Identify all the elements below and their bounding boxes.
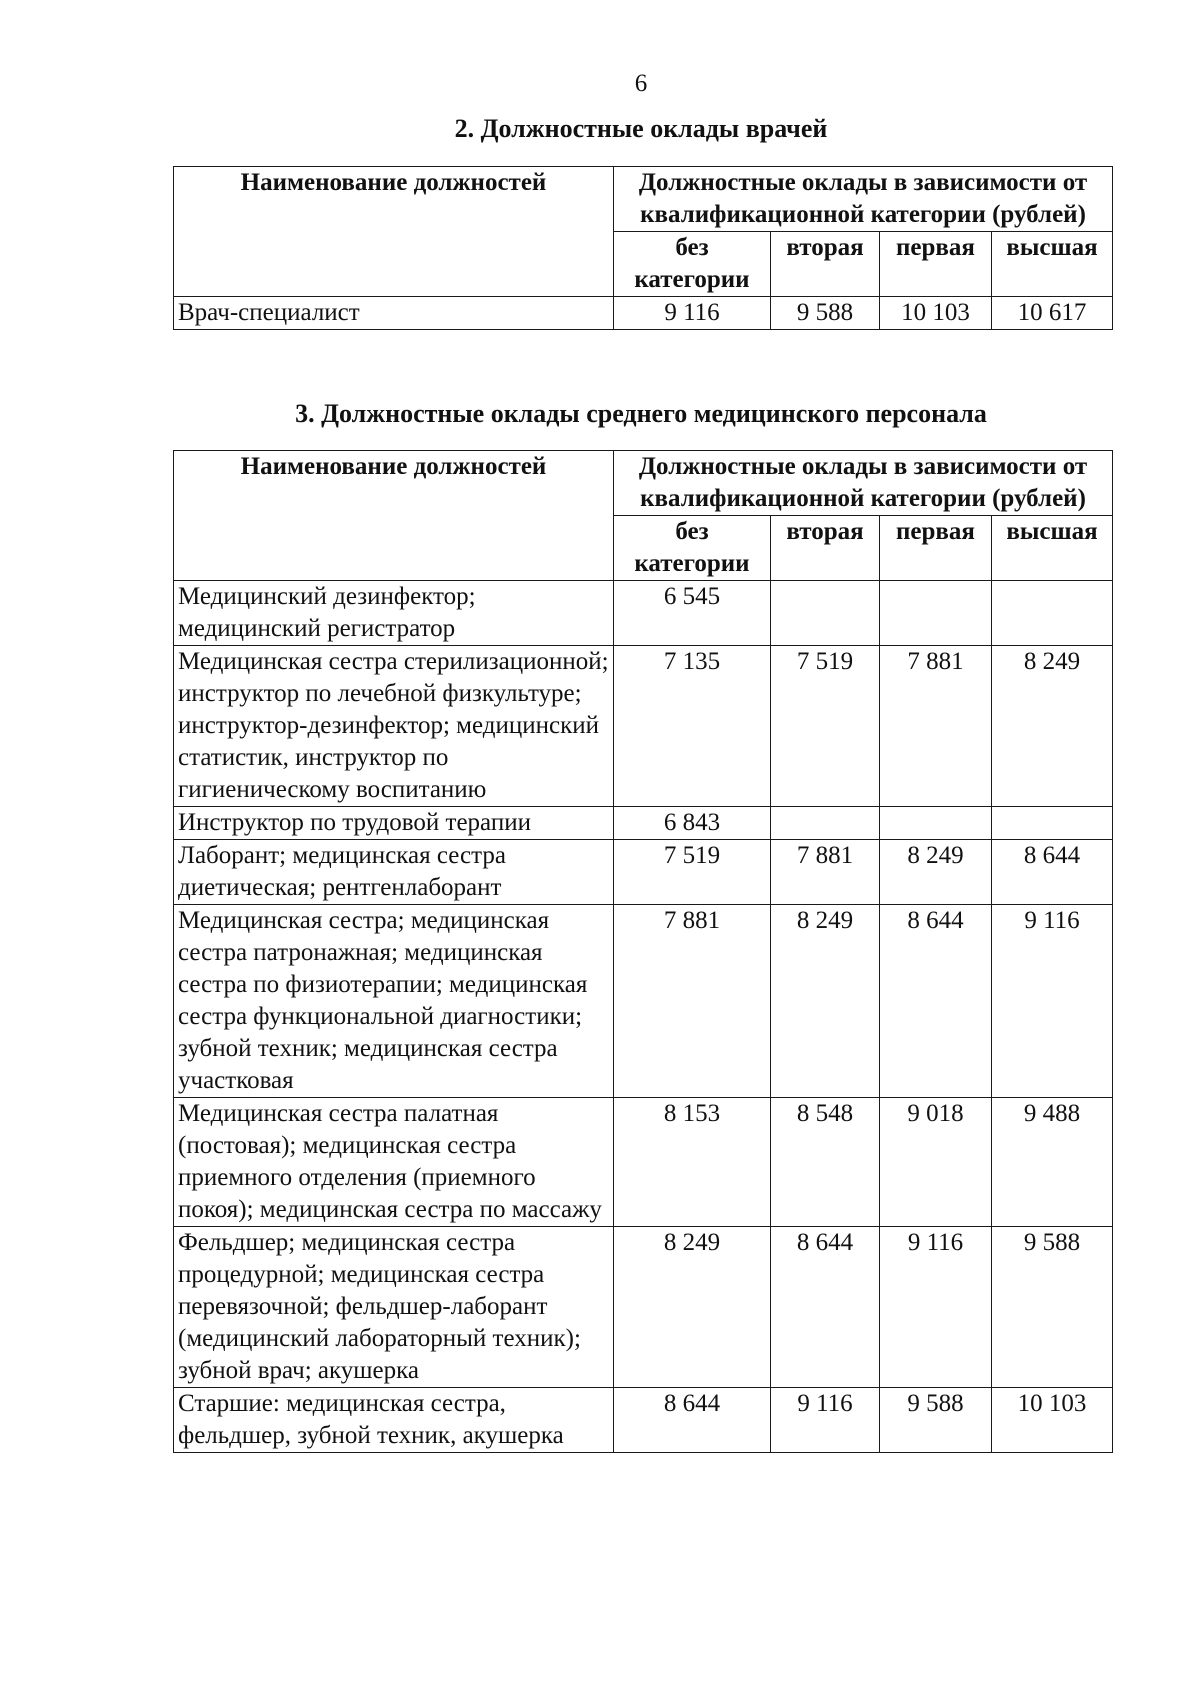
table-row	[174, 1388, 1113, 1453]
salary-value: 8 249	[992, 646, 1113, 807]
salary-value: 9 116	[614, 297, 771, 330]
header-salary-group: Должностные оклады в зависимости от квалификационной категории (рублей)	[614, 167, 1113, 232]
header-category-none: без категории	[614, 232, 771, 297]
salary-value: 6 843	[614, 807, 771, 840]
salary-value	[992, 581, 1113, 646]
salary-value: 8 249	[880, 840, 992, 905]
position-name: Медицинская сестра; медицинская сестра патронажная; медицинская сестра по физиотерапии; медицинская сестра функциональной диагностики; зубной техник; медицинская сестра участковая	[174, 905, 614, 1098]
position-name: Медицинский дезинфектор; медицинский регистратор	[174, 581, 614, 646]
header-category-highest: высшая	[992, 232, 1113, 297]
position-name: Врач-специалист	[174, 297, 614, 330]
section-title-doctors: 2. Должностные оклады врачей	[454, 114, 828, 143]
salary-value: 10 103	[992, 1388, 1113, 1453]
salary-value: 9 588	[992, 1227, 1113, 1388]
table-row	[174, 905, 1113, 1098]
salary-value: 9 116	[771, 1388, 880, 1453]
salary-value	[771, 581, 880, 646]
salary-value: 8 644	[771, 1227, 880, 1388]
salary-value: 7 135	[614, 646, 771, 807]
header-category-first: первая	[880, 516, 992, 581]
table-row	[174, 1098, 1113, 1227]
position-name: Медицинская сестра палатная (постовая); медицинская сестра приемного отделения (приемного покоя); медицинская сестра по массажу	[174, 1098, 614, 1227]
doctors-salary-table	[173, 166, 1113, 330]
salary-value: 9 018	[880, 1098, 992, 1227]
salary-value: 8 249	[614, 1227, 771, 1388]
salary-value	[880, 807, 992, 840]
salary-value: 10 617	[992, 297, 1113, 330]
salary-value: 9 488	[992, 1098, 1113, 1227]
salary-value: 9 588	[880, 1388, 992, 1453]
salary-value: 8 153	[614, 1098, 771, 1227]
table-row	[174, 1227, 1113, 1388]
salary-value	[992, 807, 1113, 840]
table-row	[174, 840, 1113, 905]
salary-value: 9 588	[771, 297, 880, 330]
salary-value: 8 644	[614, 1388, 771, 1453]
header-category-second: вторая	[771, 232, 880, 297]
position-name: Фельдшер; медицинская сестра процедурной; медицинская сестра перевязочной; фельдшер-лаборант (медицинский лабораторный техник); зубной врач; акушерка	[174, 1227, 614, 1388]
salary-value: 7 519	[614, 840, 771, 905]
header-salary-group: Должностные оклады в зависимости от квалификационной категории (рублей)	[614, 451, 1113, 516]
header-category-highest: высшая	[992, 516, 1113, 581]
salary-value: 9 116	[992, 905, 1113, 1098]
salary-value: 7 519	[771, 646, 880, 807]
salary-value	[880, 581, 992, 646]
position-name: Медицинская сестра стерилизационной; инструктор по лечебной физкультуре; инструктор-дезинфектор; медицинский статистик, инструктор по гигиеническому воспитанию	[174, 646, 614, 807]
position-name: Старшие: медицинская сестра, фельдшер, зубной техник, акушерка	[174, 1388, 614, 1453]
table-row	[174, 581, 1113, 646]
header-category-second: вторая	[771, 516, 880, 581]
salary-value: 7 881	[771, 840, 880, 905]
header-category-first: первая	[880, 232, 992, 297]
header-position-name: Наименование должностей	[174, 451, 614, 581]
header-position-name: Наименование должностей	[174, 167, 614, 297]
page-number: 6	[634, 70, 648, 97]
section-title-nurses: 3. Должностные оклады среднего медицинского персонала	[295, 399, 987, 428]
salary-value: 10 103	[880, 297, 992, 330]
salary-value: 7 881	[614, 905, 771, 1098]
salary-value: 6 545	[614, 581, 771, 646]
salary-value: 8 249	[771, 905, 880, 1098]
header-category-none: без категории	[614, 516, 771, 581]
position-name: Лаборант; медицинская сестра диетическая; рентгенлаборант	[174, 840, 614, 905]
salary-value: 9 116	[880, 1227, 992, 1388]
salary-value: 7 881	[880, 646, 992, 807]
salary-value: 8 644	[880, 905, 992, 1098]
table-row	[174, 297, 1113, 330]
table-row	[174, 646, 1113, 807]
nurses-salary-table	[173, 450, 1113, 1453]
table-row	[174, 807, 1113, 840]
salary-value: 8 644	[992, 840, 1113, 905]
salary-value: 8 548	[771, 1098, 880, 1227]
position-name: Инструктор по трудовой терапии	[174, 807, 614, 840]
salary-value	[771, 807, 880, 840]
